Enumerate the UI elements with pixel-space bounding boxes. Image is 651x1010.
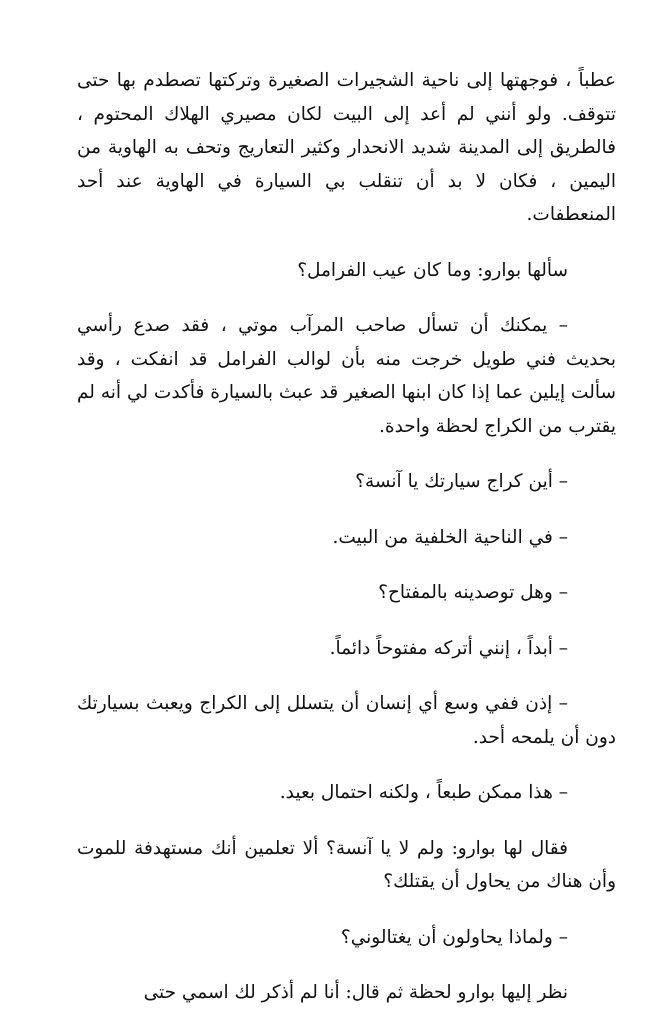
dialogue-why-kill: – ولماذا يحاولون أن يغتالوني؟ [340, 926, 568, 948]
paragraph-continuation: عطباً ، فوجهتها إلى ناحية الشجيرات الصغيرة وتركتها تصطدم بها حتى تتوقف. ولو أنني لم أعد إلى البيت لكان مصيري الهلاك المحتوم ، فالطريق إلى المدينة شديد الانحدار وكثير التعاريج وتحف به الهاوية من اليمين ، فكان لا بد أن تنقلب بي السيارة في الهاوية عند أحد المنعطفات. [77, 70, 616, 225]
dialogue-garage-answer: – في الناحية الخلفية من البيت. [332, 526, 568, 548]
paragraph-brakes-answer: – يمكنك أن تسأل صاحب المرآب موتي ، فقد صدع رأسي بحديث فني طويل خرجت منه بأن لوالب الفرامل قد انفكت ، وقد سألت إيلين عما إذا كان ابنها الصغير قد عبث بالسيارة فأكدت لي أنه لم يقترب من الكراج لحظة واحدة. [77, 315, 616, 437]
paragraph-poirot-warning: فقال لها بوارو: ولم لا يا آنسة؟ ألا تعلمين أنك مستهدفة للموت وأن هناك من يحاول أن يقتلك؟ [77, 837, 616, 892]
paragraph-poirot-question: سألها بوارو: وما كان عيب الفرامل؟ [297, 259, 568, 281]
paragraph-poirot-looked: نظر إليها بوارو لحظة ثم قال: أنا لم أذكر لك اسمي حتى [143, 982, 568, 1003]
dialogue-possible: – هذا ممكن طبعاً ، ولكنه احتمال بعيد. [279, 782, 568, 803]
dialogue-garage-question: – أين كراج سيارتك يا آنسة؟ [355, 471, 568, 492]
dialogue-lock-answer: – أبداً ، إنني أتركه مفتوحاً دائماً. [329, 637, 568, 659]
dialogue-lock-question: – وهل توصدينه بالمفتاح؟ [378, 582, 568, 603]
dialogue-anyone-could: – إذن ففي وسع أي إنسان أن يتسلل إلى الكراج ويعبث بسيارتك دون أن يلمحه أحد. [77, 693, 616, 748]
